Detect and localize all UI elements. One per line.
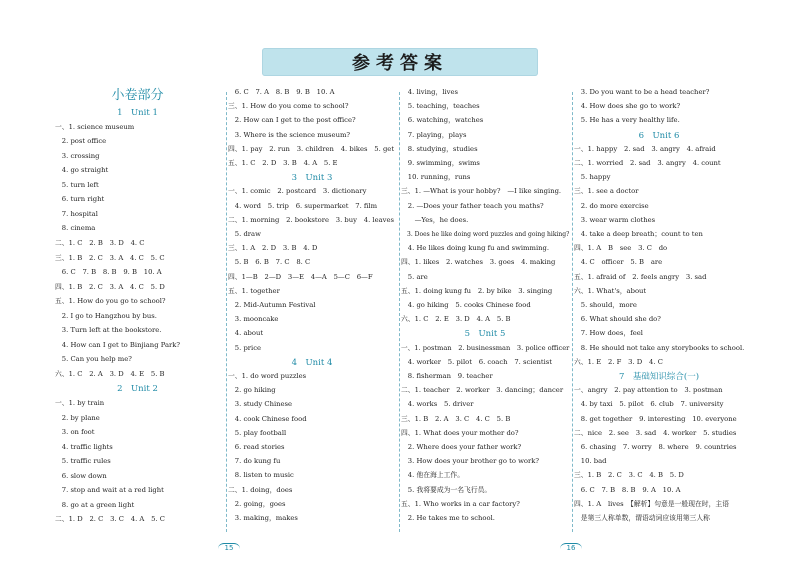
answer-line: 五、1. How do you go to school? [55, 297, 166, 306]
answer-line: 三、1. B 2. C 3. C 4. B 5. D [574, 471, 684, 480]
answer-line: 2. do more exercise [574, 201, 649, 210]
answer-line: 5. draw [228, 230, 261, 238]
answer-line: 二、1. teacher 2. worker 3. dancing；dancer [401, 386, 564, 395]
answer-line: 3. on foot [55, 428, 95, 437]
answer-line: 3. study Chinese [228, 400, 293, 409]
answer-line: 2. I go to Hangzhou by bus. [55, 311, 157, 320]
answer-line: 5. B 6. B 7. C 8. C [228, 258, 311, 267]
answer-line: 三、1. B 2. A 3. C 4. C 5. B [401, 414, 511, 423]
answer-line: 2. by plane [55, 413, 100, 422]
answer-line: 三、1. see a doctor [574, 187, 639, 196]
answer-line: —Yes，he does. [401, 215, 469, 224]
answer-line: 二、1. morning 2. bookstore 3. buy 4. leaves [228, 215, 395, 224]
answer-line: 6. What should she do? [574, 315, 661, 324]
answer-line: 五、1. C 2. D 3. B 4. A 5. E [228, 159, 338, 167]
answer-line: 四、1. likes 2. watches 3. goes 4. making [401, 258, 556, 267]
unit-heading: 7 基础知识综合(一) [618, 372, 700, 382]
answer-line: 7. do kung fu [228, 457, 281, 466]
answer-line: 4. word 5. trip 6. supermarket 7. film [228, 201, 378, 210]
answer-line: 二、1. D 2. C 3. C 4. A 5. C [55, 515, 165, 524]
answer-line: 4. by taxi 5. pilot 6. club 7. university [574, 400, 724, 409]
answer-line: 二、1. doing，does [228, 485, 293, 494]
unit-heading: 1 Unit 1 [117, 108, 158, 118]
answer-line: 2. —Does your father teach you maths? [401, 201, 544, 210]
answer-line: 六、1. E 2. F 3. D 4. C [574, 357, 663, 366]
answer-line: 8. studying，studies [401, 144, 478, 153]
answer-line: 5. happy [574, 173, 611, 182]
answer-line: 6. chasing 7. worry 8. where 9. countries [574, 443, 737, 451]
answer-line: 二、1. worried 2. sad 3. angry 4. count [574, 159, 721, 167]
column-divider [399, 92, 400, 532]
answer-line: 一、angry 2. pay attention to 3. postman [574, 386, 723, 395]
answer-line: 8. fisherman 9. teacher [401, 372, 493, 380]
answer-line: 4. cook Chinese food [228, 414, 307, 423]
answer-line: 10. running，runs [401, 173, 471, 182]
answer-line: 8. cinema [55, 224, 96, 233]
answer-line: 5. traffic rules [55, 457, 111, 466]
answer-line: 8. go at a green light [55, 500, 135, 509]
answer-line: 4. C officer 5. B are [574, 258, 663, 267]
answer-line: 一、1. happy 2. sad 3. angry 4. afraid [574, 144, 716, 153]
answer-line: 5. turn left [55, 180, 99, 189]
answer-line: 3. Do you want to be a head teacher? [574, 88, 710, 96]
answer-line: 四、1. pay 2. run 3. children 4. bikes 5. get [228, 144, 395, 153]
answer-line: 三、1. B 2. C 3. A 4. C 5. C [55, 253, 165, 262]
answer-line: 6. read stories [228, 443, 285, 451]
answer-line: 2. going，goes [228, 499, 286, 508]
unit-heading: 6 Unit 6 [638, 130, 680, 141]
answer-line: 7. How does，feel [574, 329, 643, 338]
answer-line: 6. C 7. B 8. B 9. B 10. A [55, 268, 162, 277]
answer-line: 4. 他在海上工作。 [401, 471, 465, 480]
answer-line: 六、1. What's，about [574, 286, 647, 295]
answer-line: 五、1. afraid of 2. feels angry 3. sad [574, 272, 707, 281]
column-divider [226, 92, 227, 532]
answer-line: 7. hospital [55, 209, 98, 218]
answer-line: 3. crossing [55, 151, 100, 160]
answer-line: 4. How can I get to Binjiang Park? [55, 340, 181, 349]
page-number-left: 15 [218, 543, 240, 555]
answer-line: 4. How does she go to work? [574, 102, 681, 111]
column-divider [572, 92, 573, 532]
answer-line: 5. price [228, 343, 262, 352]
answer-line: 6. C 7. B 8. B 9. A 10. A [574, 485, 681, 494]
answer-line: 4. living，lives [401, 88, 459, 96]
answer-line: 6. C 7. A 8. B 9. B 10. A [228, 88, 335, 96]
answer-line: 3. mooncake [228, 315, 279, 324]
answer-line: 2. post office [55, 137, 107, 146]
answer-line: 四、1. What does your mother do? [401, 428, 519, 437]
answer-line: 3. wear warm clothes [574, 215, 656, 224]
answer-line: 五、1. Who works in a car factory? [401, 499, 520, 508]
answer-line: 7. playing，plays [401, 130, 467, 139]
answer-line: 3. Turn left at the bookstore. [55, 326, 162, 335]
answer-line: 是第三人称单数，谓语动词应该用第三人称 [574, 514, 710, 522]
answer-line: 5. teaching，teaches [401, 102, 480, 111]
answer-line: 5. are [401, 272, 428, 281]
page-number-right: 16 [560, 543, 582, 555]
answer-line: 2. How can I get to the post office? [228, 116, 356, 125]
answer-line: 二、1. C 2. B 3. D 4. C [55, 238, 145, 247]
answer-line: 6. slow down [55, 471, 107, 480]
unit-heading: 2 Unit 2 [117, 384, 158, 395]
answer-line: 五、1. doing kung fu 2. by bike 3. singing [401, 286, 553, 295]
answer-key-banner [262, 48, 538, 76]
answer-line: 3. Where is the science museum? [228, 130, 351, 139]
answer-line: 三、1. How do you come to school? [228, 102, 349, 111]
answer-line: 三、1. A 2. D 3. B 4. D [228, 244, 318, 253]
answer-line: 4. take a deep breath；count to ten [574, 230, 703, 238]
answer-line: 8. He should not take any storybooks to school. [574, 343, 745, 352]
answer-line: 10. bad [574, 457, 607, 466]
answer-line: 六、1. C 2. A 3. D 4. E 5. B [55, 369, 165, 378]
unit-heading: 4 Unit 4 [291, 357, 333, 368]
answer-line: 5. He has a very healthy life. [574, 116, 680, 125]
answer-line: 六、1. C 2. E 3. D 4. A 5. B [401, 315, 511, 324]
answer-line: 2. He takes me to school. [401, 514, 495, 522]
answer-line: 5. 我将要成为一名飞行员。 [401, 485, 492, 494]
answer-line: 4. traffic lights [55, 442, 113, 451]
answer-line: 8. listen to music [228, 471, 294, 480]
answer-line: 4. worker 5. pilot 6. coach 7. scientist [401, 357, 552, 366]
answer-line: 3. making，makes [228, 514, 298, 522]
answer-line: 五、1. together [228, 286, 280, 295]
answer-line: 一、1. by train [55, 399, 105, 407]
answer-line: 4. go straight [55, 166, 109, 175]
answer-line: 四、1. A B see 3. C do [574, 244, 668, 253]
answer-line: 4. about [228, 329, 264, 338]
answer-line: 5. Can you help me? [55, 355, 132, 364]
answer-line: 4. works 5. driver [401, 400, 474, 409]
answer-line: 5. play football [228, 428, 287, 437]
section-title: 小卷部分 [111, 88, 164, 103]
answer-line: 二、nice 2. see 3. sad 4. worker 5. studies [574, 428, 737, 437]
answer-line: 四、1. B 2. C 3. A 4. C 5. D [55, 282, 165, 291]
answer-line: 一、1. science museum [55, 122, 135, 131]
answer-line: 四、1—B 2—D 3—E 4—A 5—C 6—F [228, 272, 373, 281]
answer-line: 一、1. comic 2. postcard 3. dictionary [228, 187, 367, 196]
answer-line: 2. go hiking [228, 386, 276, 395]
answer-line: 9. swimming，swims [401, 159, 480, 167]
answer-line: 5. should，more [574, 301, 637, 309]
answer-line: 3. Does he like doing word puzzles and going hiking? [401, 230, 570, 238]
answer-line: 7. stop and wait at a red light [55, 486, 164, 495]
answer-line: 2. Mid-Autumn Festival [228, 301, 316, 309]
answer-line: 四、1. A lives 【解析】句意是一般现在时，主语 [574, 499, 729, 508]
answer-line: 6. turn right [55, 195, 105, 204]
answer-line: 2. Where does your father work? [401, 443, 522, 451]
answer-line: 8. get together 9. interesting 10. everyone [574, 414, 737, 423]
unit-heading: 3 Unit 3 [291, 173, 333, 184]
unit-heading: 5 Unit 5 [464, 329, 506, 340]
answer-line: 一、1. postman 2. businessman 3. police officer [401, 343, 570, 352]
answer-line: 4. go hiking 5. cooks Chinese food [401, 301, 531, 309]
answer-line: 6. watching，watches [401, 116, 484, 125]
answer-line: 4. He likes doing kung fu and swimming. [401, 244, 550, 253]
banner-title: 参考答案 [352, 53, 448, 74]
answer-line: 三、1. —What is your hobby? —I like singing. [401, 187, 562, 196]
answer-line: 一、1. do word puzzles [228, 372, 307, 380]
answer-line: 3. How does your brother go to work? [401, 457, 540, 466]
